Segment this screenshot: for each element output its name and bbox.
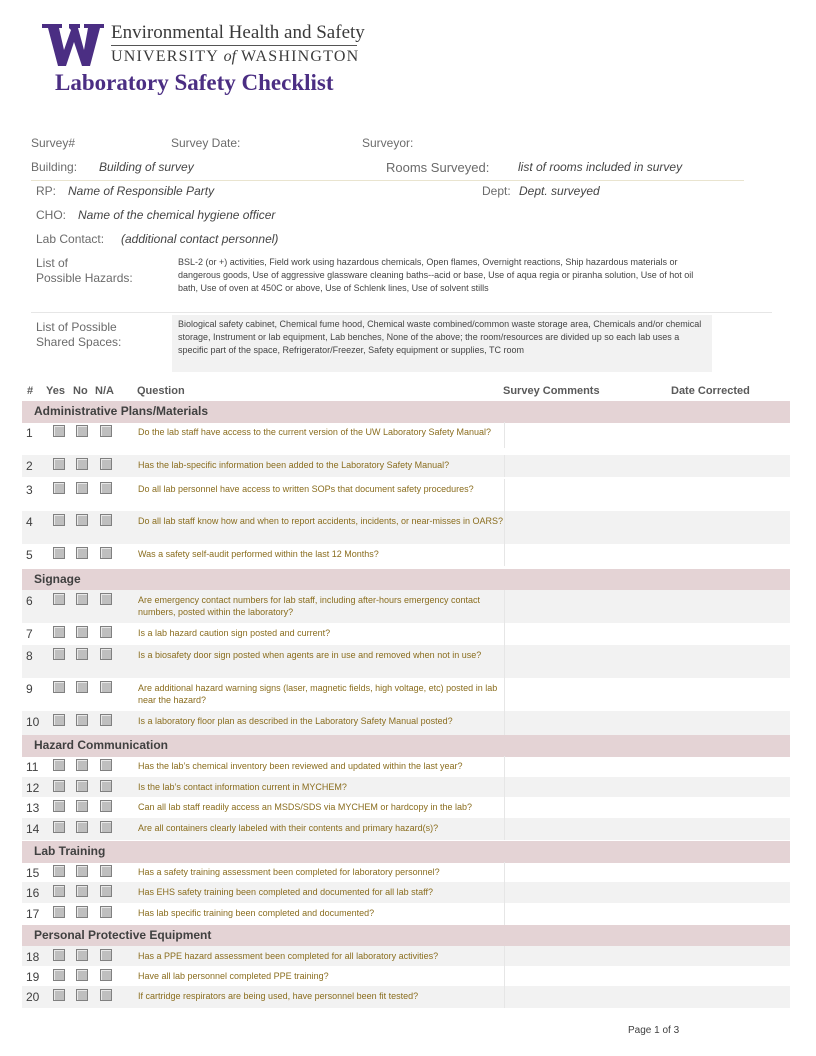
table-row: [22, 756, 790, 777]
comments-cell[interactable]: [504, 711, 505, 735]
col-yes: Yes: [46, 385, 65, 397]
row-number: 17: [26, 907, 40, 921]
row-number: 14: [26, 822, 40, 836]
shared-spaces-list[interactable]: Biological safety cabinet, Chemical fume hood, Chemical waste combined/common waste storage area, Chemicals and/or chemical storage, Instrument or lab equipment, Lab benches, None of the above; the room/resources are divided up so each lab uses a specific part of the space, Refrigerator/Freezer, Safety equipment or supplies, TC room: [172, 315, 712, 372]
na-checkbox[interactable]: [100, 425, 112, 437]
no-checkbox[interactable]: [76, 514, 88, 526]
yes-checkbox[interactable]: [53, 681, 65, 693]
yes-checkbox[interactable]: [53, 425, 65, 437]
question-text: Is a biosafety door sign posted when agents are in use and removed when not in use?: [138, 650, 482, 660]
no-checkbox[interactable]: [76, 593, 88, 605]
question-text: Have all lab personnel completed PPE training?: [138, 971, 329, 981]
table-row: [22, 511, 790, 544]
table-row: [22, 882, 790, 903]
comments-cell[interactable]: [504, 777, 505, 797]
question-text: Has the lab-specific information been added to the Laboratory Safety Manual?: [138, 460, 450, 470]
na-checkbox[interactable]: [100, 482, 112, 494]
rooms-value[interactable]: list of rooms included in survey: [518, 160, 683, 174]
table-row: [22, 479, 790, 511]
comments-cell[interactable]: [504, 903, 505, 925]
section-title: Hazard Communication: [34, 738, 169, 752]
university-name: UNIVERSITY of WASHINGTON: [111, 48, 360, 65]
row-number: 6: [26, 594, 33, 608]
cho-label: CHO:: [36, 208, 66, 222]
table-row: [22, 544, 790, 566]
row-number: 20: [26, 990, 40, 1004]
yes-checkbox[interactable]: [53, 714, 65, 726]
yes-checkbox[interactable]: [53, 458, 65, 470]
table-row: [22, 645, 790, 678]
no-checkbox[interactable]: [76, 547, 88, 559]
comments-cell[interactable]: [504, 544, 505, 566]
question-text: Are additional hazard warning signs (laser, magnetic fields, high voltage, etc) posted in lab near the hazard?: [138, 683, 498, 705]
comments-cell[interactable]: [504, 623, 505, 645]
table-row: [22, 818, 790, 840]
lab-contact-label: Lab Contact:: [36, 232, 105, 246]
na-checkbox[interactable]: [100, 800, 112, 812]
no-checkbox[interactable]: [76, 906, 88, 918]
question-text: Has the lab’s chemical inventory been reviewed and updated within the last year?: [138, 761, 463, 771]
table-row: [22, 862, 790, 882]
row-number: 4: [26, 515, 33, 529]
na-checkbox[interactable]: [100, 514, 112, 526]
comments-cell[interactable]: [504, 986, 505, 1008]
hazards-list[interactable]: BSL-2 (or +) activities, Field work using hazardous chemicals, Open flames, Overnight reactions, Ship hazardous materials or dangerous goods, Use of aggressive glassware cleaning baths--acid or base, Use of aqua regia or piranha solution, Use of hot oil bath, Use of oven at 450C or above, Use of Schlenk lines, Use of solvent stills: [172, 253, 707, 295]
comments-cell[interactable]: [504, 797, 505, 818]
table-row: [22, 966, 790, 986]
comments-cell[interactable]: [504, 818, 505, 840]
question-text: Was a safety self-audit performed within the last 12 Months?: [138, 549, 379, 559]
hazards-label: List of Possible Hazards:: [36, 256, 133, 285]
na-checkbox[interactable]: [100, 885, 112, 897]
row-number: 7: [26, 627, 33, 641]
no-checkbox[interactable]: [76, 482, 88, 494]
na-checkbox[interactable]: [100, 626, 112, 638]
table-row: [22, 422, 790, 448]
yes-checkbox[interactable]: [53, 759, 65, 771]
no-checkbox[interactable]: [76, 821, 88, 833]
row-number: 1: [26, 426, 33, 440]
org-name: Environmental Health and Safety: [111, 22, 365, 43]
surveyor-label: Surveyor:: [362, 136, 414, 150]
na-checkbox[interactable]: [100, 780, 112, 792]
row-number: 16: [26, 886, 40, 900]
no-checkbox[interactable]: [76, 780, 88, 792]
question-text: Do all lab personnel have access to written SOPs that document safety procedures?: [138, 484, 474, 494]
comments-cell[interactable]: [504, 966, 505, 986]
row-number: 10: [26, 715, 40, 729]
na-checkbox[interactable]: [100, 969, 112, 981]
yes-checkbox[interactable]: [53, 800, 65, 812]
na-checkbox[interactable]: [100, 989, 112, 1001]
comments-cell[interactable]: [504, 882, 505, 903]
yes-checkbox[interactable]: [53, 821, 65, 833]
question-text: Is the lab’s contact information current in MYCHEM?: [138, 782, 347, 792]
comments-cell[interactable]: [504, 678, 505, 711]
row-number: 19: [26, 970, 40, 984]
yes-checkbox[interactable]: [53, 482, 65, 494]
na-checkbox[interactable]: [100, 759, 112, 771]
cho-value[interactable]: Name of the chemical hygiene officer: [78, 208, 276, 222]
comments-cell[interactable]: [504, 479, 505, 511]
na-checkbox[interactable]: [100, 714, 112, 726]
no-checkbox[interactable]: [76, 759, 88, 771]
table-row: [22, 711, 790, 735]
na-checkbox[interactable]: [100, 821, 112, 833]
table-row: [22, 797, 790, 818]
yes-checkbox[interactable]: [53, 648, 65, 660]
comments-cell[interactable]: [504, 756, 505, 777]
yes-checkbox[interactable]: [53, 949, 65, 961]
na-checkbox[interactable]: [100, 593, 112, 605]
table-row: [22, 777, 790, 797]
row-number: 12: [26, 781, 40, 795]
shared-spaces-label: List of Possible Shared Spaces:: [36, 320, 122, 349]
section-title: Personal Protective Equipment: [34, 928, 212, 942]
table-row: [22, 590, 790, 623]
page-title: Laboratory Safety Checklist: [55, 70, 334, 95]
question-text: Are all containers clearly labeled with their contents and primary hazard(s)?: [138, 823, 439, 833]
uw-w-logo: [42, 24, 104, 66]
question-text: Are emergency contact numbers for lab staff, including after-hours emergency contact numbers, posted within the laboratory?: [138, 595, 481, 617]
yes-checkbox[interactable]: [53, 885, 65, 897]
na-checkbox[interactable]: [100, 547, 112, 559]
question-text: Is a laboratory floor plan as described in the Laboratory Safety Manual posted?: [138, 716, 453, 726]
yes-checkbox[interactable]: [53, 780, 65, 792]
rp-value[interactable]: Name of Responsible Party: [68, 184, 215, 198]
section-header: [22, 841, 790, 863]
no-checkbox[interactable]: [76, 714, 88, 726]
no-checkbox[interactable]: [76, 865, 88, 877]
yes-checkbox[interactable]: [53, 514, 65, 526]
row-number: 18: [26, 950, 40, 964]
section-title: Lab Training: [34, 844, 106, 858]
dept-value[interactable]: Dept. surveyed: [519, 184, 600, 198]
col-num: #: [27, 385, 34, 397]
yes-checkbox[interactable]: [53, 989, 65, 1001]
divider: [31, 180, 744, 181]
col-no: No: [73, 385, 88, 397]
no-checkbox[interactable]: [76, 648, 88, 660]
section-header: [22, 569, 790, 591]
comments-cell[interactable]: [504, 645, 505, 678]
comments-cell[interactable]: [504, 862, 505, 882]
divider: [31, 312, 772, 313]
question-text: Do all lab staff know how and when to report accidents, incidents, or near-misses in OARS?: [138, 516, 504, 526]
comments-cell[interactable]: [504, 590, 505, 623]
yes-checkbox[interactable]: [53, 969, 65, 981]
table-row: [22, 903, 790, 925]
comments-cell[interactable]: [504, 946, 505, 966]
question-text: If cartridge respirators are being used, have personnel been fit tested?: [138, 991, 419, 1001]
survey-date-label: Survey Date:: [171, 136, 241, 150]
dept-label: Dept:: [482, 184, 511, 198]
col-date-corrected: Date Corrected: [671, 385, 750, 397]
row-number: 11: [26, 760, 39, 774]
question-text: Has a PPE hazard assessment been completed for all laboratory activities?: [138, 951, 439, 961]
na-checkbox[interactable]: [100, 681, 112, 693]
lab-contact-value[interactable]: (additional contact personnel): [121, 232, 279, 246]
yes-checkbox[interactable]: [53, 906, 65, 918]
question-text: Is a lab hazard caution sign posted and current?: [138, 628, 331, 638]
comments-cell[interactable]: [504, 455, 505, 477]
na-checkbox[interactable]: [100, 865, 112, 877]
no-checkbox[interactable]: [76, 626, 88, 638]
row-number: 13: [26, 801, 40, 815]
yes-checkbox[interactable]: [53, 547, 65, 559]
no-checkbox[interactable]: [76, 681, 88, 693]
col-na: N/A: [95, 385, 114, 397]
table-row: [22, 623, 790, 645]
section-header: [22, 925, 790, 947]
no-checkbox[interactable]: [76, 425, 88, 437]
question-text: Has lab specific training been completed and documented?: [138, 908, 375, 918]
survey-number-label: Survey#: [31, 136, 76, 150]
section-title: Signage: [34, 572, 81, 586]
comments-cell[interactable]: [504, 422, 505, 448]
no-checkbox[interactable]: [76, 949, 88, 961]
building-value[interactable]: Building of survey: [99, 160, 194, 174]
no-checkbox[interactable]: [76, 800, 88, 812]
row-number: 15: [26, 866, 40, 880]
na-checkbox[interactable]: [100, 949, 112, 961]
table-row: [22, 986, 790, 1008]
rp-label: RP:: [36, 184, 57, 198]
table-row: [22, 946, 790, 966]
section-header: [22, 735, 790, 757]
yes-checkbox[interactable]: [53, 865, 65, 877]
page-number: Page 1 of 3: [628, 1025, 680, 1036]
section-header: [22, 401, 790, 423]
question-text: Has EHS safety training been completed and documented for all lab staff?: [138, 887, 434, 897]
table-row: [22, 455, 790, 477]
row-number: 8: [26, 649, 33, 663]
na-checkbox[interactable]: [100, 906, 112, 918]
question-text: Do the lab staff have access to the current version of the UW Laboratory Safety Manual?: [138, 427, 492, 437]
comments-cell[interactable]: [504, 511, 505, 544]
row-number: 3: [26, 483, 33, 497]
row-number: 9: [26, 682, 33, 696]
col-question: Question: [137, 385, 185, 397]
col-survey-comments: Survey Comments: [503, 385, 600, 397]
org-divider: [111, 45, 357, 46]
no-checkbox[interactable]: [76, 969, 88, 981]
question-text: Has a safety training assessment been completed for laboratory personnel?: [138, 867, 440, 877]
section-title: Administrative Plans/Materials: [34, 404, 209, 418]
no-checkbox[interactable]: [76, 458, 88, 470]
question-text: Can all lab staff readily access an MSDS/SDS via MYCHEM or hardcopy in the lab?: [138, 802, 472, 812]
yes-checkbox[interactable]: [53, 593, 65, 605]
no-checkbox[interactable]: [76, 885, 88, 897]
building-label: Building:: [31, 160, 78, 174]
rooms-label: Rooms Surveyed:: [386, 160, 490, 175]
yes-checkbox[interactable]: [53, 626, 65, 638]
table-row: [22, 678, 790, 711]
row-number: 5: [26, 548, 33, 562]
na-checkbox[interactable]: [100, 648, 112, 660]
na-checkbox[interactable]: [100, 458, 112, 470]
row-number: 2: [26, 459, 33, 473]
no-checkbox[interactable]: [76, 989, 88, 1001]
